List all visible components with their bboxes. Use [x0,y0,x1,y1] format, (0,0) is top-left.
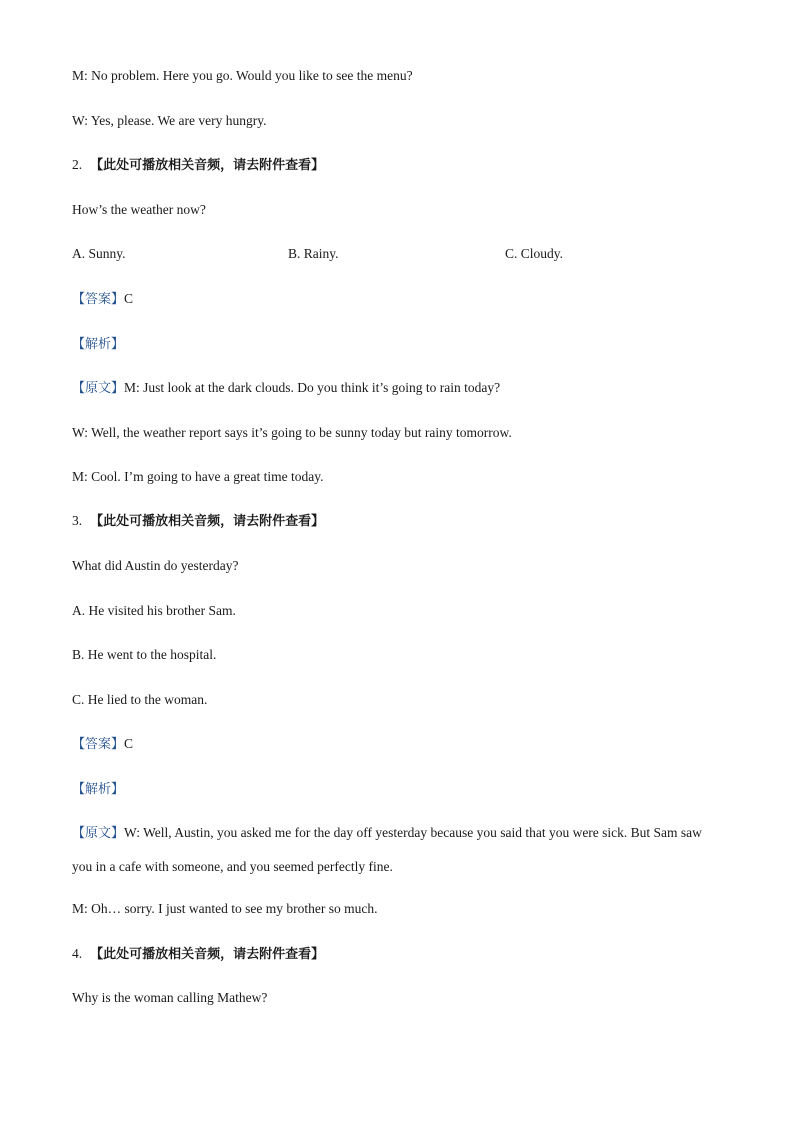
q3-audio-note: 【此处可播放相关音频，请去附件查看】 [90,514,325,529]
q2-option-c: C. Cloudy. [505,246,564,261]
answer-value: C [124,291,134,306]
q2-question: How’s the weather now? [72,202,206,217]
analysis-tag: 【解析】 [72,337,125,352]
q3-option-a: A. He visited his brother Sam. [72,603,236,618]
dialogue-line-w: W: Yes, please. We are very hungry. [72,113,267,128]
q3-option-b: B. He went to the hospital. [72,647,217,662]
q2-option-a: A. Sunny. [72,246,126,261]
transcript-tag: 【原文】 [72,826,125,841]
q2-transcript-2: W: Well, the weather report says it’s going to be sunny today but rainy tomorrow. [72,425,512,440]
q3-question: What did Austin do yesterday? [72,558,239,573]
q3-number: 3. [72,513,83,528]
q2-audio-note: 【此处可播放相关音频，请去附件查看】 [90,158,325,173]
q2-option-b: B. Rainy. [288,246,339,261]
dialogue-line-m: M: No problem. Here you go. Would you like to see the menu? [72,68,413,83]
q3-transcript-1 [72,816,722,883]
answer-value: C [124,736,134,751]
q4-header [72,945,324,964]
q4-audio-note: 【此处可播放相关音频，请去附件查看】 [90,947,325,962]
q3-analysis [72,780,124,799]
analysis-tag: 【解析】 [72,782,125,797]
q2-analysis [72,335,124,354]
q2-transcript-1 [72,379,500,398]
q3-option-c: C. He lied to the woman. [72,692,208,707]
q3-answer [72,735,133,754]
transcript-tag: 【原文】 [72,381,125,396]
q2-answer [72,290,133,309]
q2-number: 2. [72,157,83,172]
answer-tag: 【答案】 [72,737,125,752]
q2-header [72,156,324,175]
q4-question: Why is the woman calling Mathew? [72,990,268,1005]
answer-tag: 【答案】 [72,292,125,307]
transcript-text: M: Just look at the dark clouds. Do you think it’s going to rain today? [124,380,501,395]
q2-transcript-3: M: Cool. I’m going to have a great time today. [72,469,324,484]
transcript-text: W: Well, Austin, you asked me for the day off yesterday because you said that you were sick. But Sam saw you in a cafe with someone, and you seemed perfectly fine. [72,825,702,874]
q3-transcript-2: M: Oh… sorry. I just wanted to see my brother so much. [72,901,378,916]
q4-number: 4. [72,946,83,961]
q3-header [72,512,324,531]
